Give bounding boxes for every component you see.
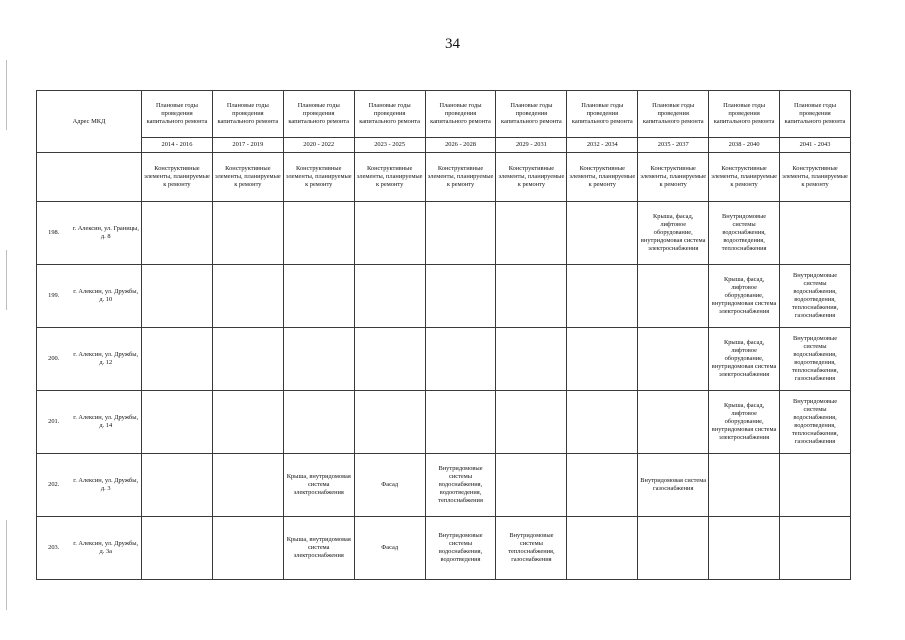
repair-elements-cell: Внутридомовые системы водоснабжения, водоотведения, теплоснабжения [709,202,780,265]
repair-elements-cell: Фасад [354,454,425,517]
repair-elements-cell [567,265,638,328]
elements-header: Конструктивные элементы, планируемые к ремонту [142,153,213,202]
table-row [37,328,851,391]
plan-years-header: Плановые годы проведения капитального ремонта [354,91,425,138]
repair-elements-cell [212,517,283,580]
header-elements-row [37,153,851,202]
table-row [37,265,851,328]
repair-elements-cell [212,265,283,328]
repair-elements-cell [496,454,567,517]
repair-elements-cell [496,202,567,265]
plan-years-header: Плановые годы проведения капитального ремонта [283,91,354,138]
repair-elements-cell: Внутридомовая система газоснабжения [638,454,709,517]
repair-elements-cell: Внутридомовые системы водоснабжения, водоотведения [425,517,496,580]
row-number: 203. [37,517,71,580]
plan-years-header: Плановые годы проведения капитального ремонта [496,91,567,138]
repair-elements-cell [496,265,567,328]
year-range-header: 2038 - 2040 [709,138,780,153]
elements-header: Конструктивные элементы, планируемые к ремонту [709,153,780,202]
repair-elements-cell [283,391,354,454]
repair-elements-cell: Крыша, внутридомовая система электроснабжения [283,454,354,517]
elements-header: Конструктивные элементы, планируемые к ремонту [354,153,425,202]
row-number: 199. [37,265,71,328]
elements-header: Конструктивные элементы, планируемые к ремонту [638,153,709,202]
repair-elements-cell: Крыша, фасад, лифтовое оборудование, внутридомовая система электроснабжения [709,391,780,454]
repair-elements-cell [496,391,567,454]
row-address: г. Алексин, ул. Дружбы, д. 3а [71,517,142,580]
repair-elements-cell [354,328,425,391]
repair-elements-cell: Внутридомовые системы водоснабжения, водоотведения, теплоснабжения, газоснабжения [780,328,851,391]
table-row [37,202,851,265]
row-address: г. Алексин, ул. Дружбы, д. 10 [71,265,142,328]
repair-elements-cell: Внутридомовые системы водоснабжения, водоотведения, теплоснабжения [425,454,496,517]
repair-elements-cell [638,328,709,391]
elements-header: Конструктивные элементы, планируемые к ремонту [567,153,638,202]
elements-header: Конструктивные элементы, планируемые к ремонту [283,153,354,202]
year-range-header: 2023 - 2025 [354,138,425,153]
plan-years-header: Плановые годы проведения капитального ремонта [142,91,213,138]
repair-elements-cell [425,265,496,328]
repair-elements-cell [709,517,780,580]
row-address: г. Алексин, ул. Дружбы, д. 12 [71,328,142,391]
table-row [37,391,851,454]
year-range-header: 2014 - 2016 [142,138,213,153]
repair-elements-cell [567,391,638,454]
repair-elements-cell [283,265,354,328]
repair-elements-cell [354,391,425,454]
plan-years-header: Плановые годы проведения капитального ремонта [638,91,709,138]
header-years-row [37,138,851,153]
repair-elements-cell [567,454,638,517]
row-address: г. Алексин, ул. Дружбы, д. 3 [71,454,142,517]
year-range-header: 2035 - 2037 [638,138,709,153]
repair-elements-cell [638,391,709,454]
repair-elements-cell [142,391,213,454]
repair-elements-cell [354,202,425,265]
year-range-header: 2029 - 2031 [496,138,567,153]
header-plan-row [37,91,851,138]
repair-elements-cell [709,454,780,517]
left-margin-mark [6,520,7,610]
row-number: 200. [37,328,71,391]
repair-elements-cell: Крыша, фасад, лифтовое оборудование, внутридомовая система электроснабжения [709,265,780,328]
elements-header: Конструктивные элементы, планируемые к ремонту [780,153,851,202]
repair-elements-cell [780,454,851,517]
repair-elements-cell [142,265,213,328]
repair-elements-cell [638,517,709,580]
repair-elements-cell [567,517,638,580]
row-number: 201. [37,391,71,454]
row-address: г. Алексин, ул. Границы, д. 8 [71,202,142,265]
capital-repair-plan-table [36,90,851,580]
plan-years-header: Плановые годы проведения капитального ремонта [567,91,638,138]
repair-elements-cell [425,202,496,265]
row-number: 198. [37,202,71,265]
left-margin-mark [6,250,7,310]
address-header-cell: Адрес МКД [37,91,142,153]
year-range-header: 2020 - 2022 [283,138,354,153]
repair-elements-cell [212,454,283,517]
repair-elements-cell [212,328,283,391]
repair-elements-cell [142,454,213,517]
repair-elements-cell [780,202,851,265]
page-number: 34 [445,36,460,52]
plan-years-header: Плановые годы проведения капитального ремонта [425,91,496,138]
plan-years-header: Плановые годы проведения капитального ремонта [709,91,780,138]
repair-elements-cell: Крыша, внутридомовая система электроснабжения [283,517,354,580]
row-address: г. Алексин, ул. Дружбы, д. 14 [71,391,142,454]
table-row [37,517,851,580]
year-range-header: 2032 - 2034 [567,138,638,153]
repair-elements-cell [780,517,851,580]
table-row [37,454,851,517]
row-number: 202. [37,454,71,517]
plan-years-header: Плановые годы проведения капитального ремонта [780,91,851,138]
repair-elements-cell [142,328,213,391]
repair-elements-cell [142,202,213,265]
repair-elements-cell: Внутридомовые системы водоснабжения, водоотведения, теплоснабжения, газоснабжения [780,391,851,454]
year-range-header: 2041 - 2043 [780,138,851,153]
repair-elements-cell [425,328,496,391]
elements-header: Конструктивные элементы, планируемые к ремонту [496,153,567,202]
repair-elements-cell [142,517,213,580]
elements-header: Конструктивные элементы, планируемые к ремонту [425,153,496,202]
repair-elements-cell: Фасад [354,517,425,580]
repair-elements-cell: Внутридомовые системы теплоснабжения, газоснабжения [496,517,567,580]
repair-elements-cell: Внутридомовые системы водоснабжения, водоотведения, теплоснабжения, газоснабжения [780,265,851,328]
repair-elements-cell [496,328,567,391]
repair-elements-cell [638,265,709,328]
repair-elements-cell [212,202,283,265]
year-range-header: 2026 - 2028 [425,138,496,153]
repair-elements-cell [567,328,638,391]
repair-elements-cell [283,202,354,265]
plan-years-header: Плановые годы проведения капитального ремонта [212,91,283,138]
repair-elements-cell [283,328,354,391]
repair-elements-cell [212,391,283,454]
repair-elements-cell: Крыша, фасад, лифтовое оборудование, внутридомовая система электроснабжения [638,202,709,265]
repair-elements-cell [425,391,496,454]
elements-header: Конструктивные элементы, планируемые к ремонту [212,153,283,202]
address-header-blank [37,153,142,202]
repair-elements-cell [354,265,425,328]
left-margin-mark [6,60,7,130]
year-range-header: 2017 - 2019 [212,138,283,153]
repair-elements-cell [567,202,638,265]
repair-elements-cell: Крыша, фасад, лифтовое оборудование, внутридомовая система электроснабжения [709,328,780,391]
